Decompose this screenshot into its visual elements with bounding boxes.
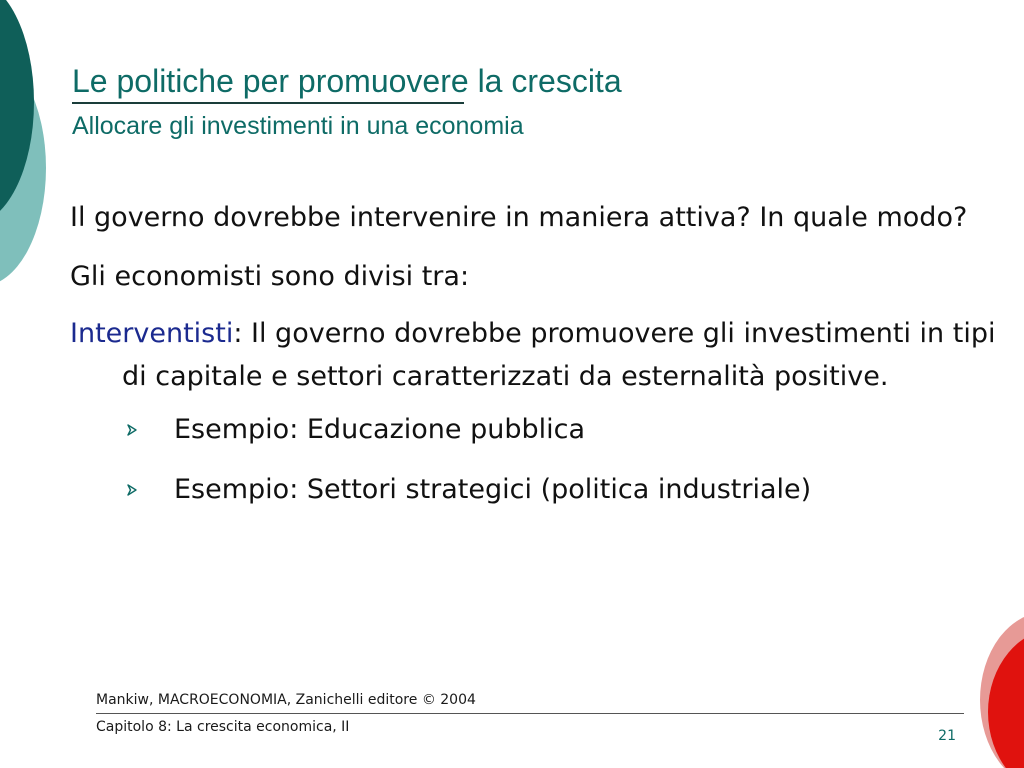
arrow-bullet-icon [126, 424, 138, 436]
bullet-item [70, 468, 1000, 511]
deco-circle-red [988, 628, 1024, 768]
slide-subtitle: Allocare gli investimenti in una economia [72, 112, 524, 140]
title-underline [72, 102, 464, 104]
arrow-bullet-icon [126, 484, 138, 496]
footer-citation: Mankiw, MACROECONOMIA, Zanichelli editore © 2004 [96, 692, 476, 708]
bullet-item [70, 408, 1000, 451]
deco-circle-pink [980, 612, 1024, 768]
footer-chapter: Capitolo 8: La crescita economica, II [96, 719, 350, 735]
footer-divider [96, 713, 964, 714]
page-number: 21 [938, 728, 956, 744]
paragraph-interventisti-text: : Il governo dovrebbe promuovere gli investimenti in tipi di capitale e settori caratterizzati da esternalità positive. [122, 318, 996, 392]
term-interventisti: Interventisti [70, 318, 234, 349]
slide-title: Le politiche per promuovere la crescita [72, 63, 622, 99]
paragraph-interventisti [70, 312, 1000, 398]
slide-body [70, 196, 1000, 528]
paragraph-question: Il governo dovrebbe intervenire in maniera attiva? In quale modo? [70, 202, 968, 233]
bullet-text: Esempio: Settori strategici (politica industriale) [174, 474, 812, 505]
left-decoration [0, 0, 60, 300]
bullet-text: Esempio: Educazione pubblica [174, 414, 585, 445]
paragraph-economists: Gli economisti sono divisi tra: [70, 261, 470, 292]
